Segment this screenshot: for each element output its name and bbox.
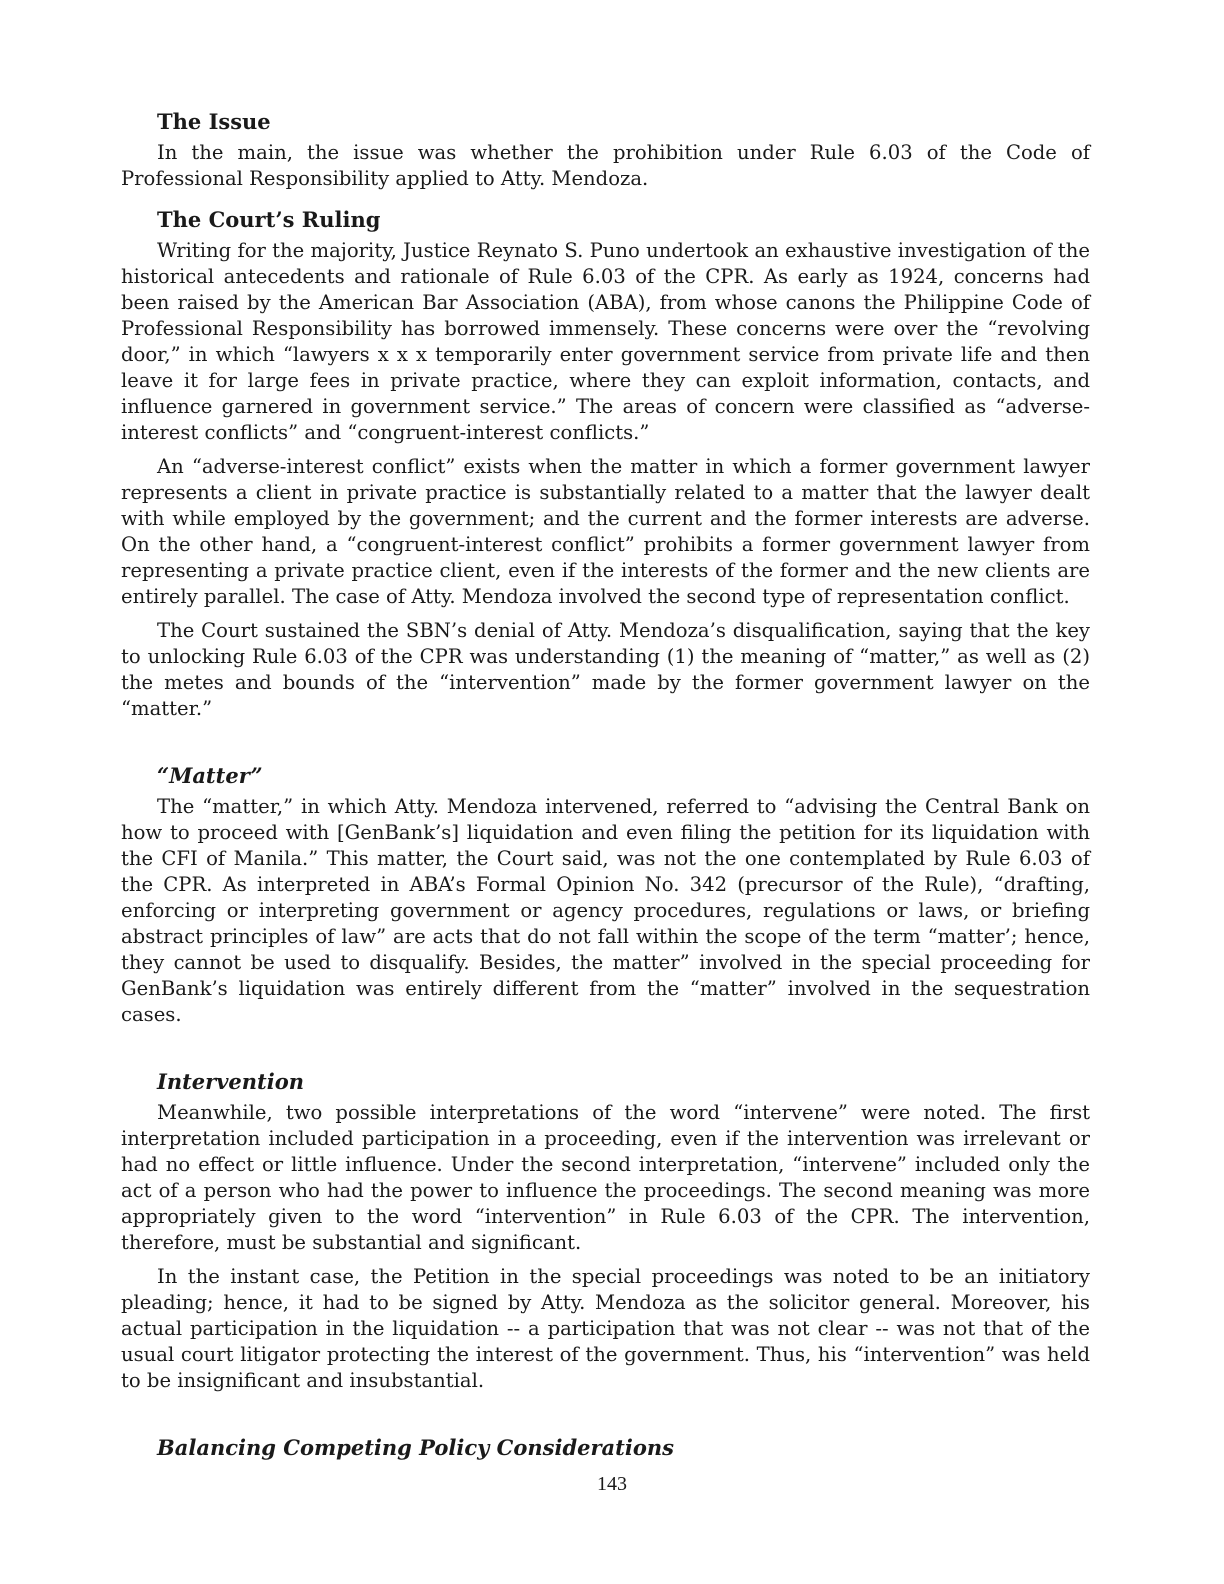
paragraph: In the instant case, the Petition in the special proceedings was noted to be an initiatory pleading; hence, it had to be signed by Atty. Mendoza as the solicitor general. Moreover, his actual participation in the liquidation -- a participation that was not clear -- was not that of the usual court litigator protecting the interest of the government. Thus, his “intervention” was held to be insignificant and insubstantial. <box>121 1265 1090 1392</box>
paragraph: The “matter,” in which Atty. Mendoza intervened, referred to “advising the Central Bank on how to proceed with [GenBank’s] liquidation and even filing the petition for its liquidation with the CFI of Manila.” This matter, the Court said, was not the one contemplated by Rule 6.03 of the CPR. As interpreted in ABA’s Formal Opinion No. 342 (precursor of the Rule), “drafting, enforcing or interpreting government or agency procedures, regulations or laws, or briefing abstract principles of law” are acts that do not fall within the scope of the term “matter’; hence, they cannot be used to disqualify. Besides, the matter” involved in the special proceeding for GenBank’s liquidation was entirely different from the “matter” involved in the sequestration cases. <box>121 795 1090 1026</box>
heading-courts-ruling: The Court’s Ruling <box>157 207 381 232</box>
heading-matter: “Matter” <box>157 763 263 788</box>
paragraph: In the main, the issue was whether the prohibition under Rule 6.03 of the Code of Professional Responsibility applied to Atty. Mendoza. <box>121 141 1090 190</box>
heading-intervention: Intervention <box>157 1069 304 1094</box>
page-number: 143 <box>597 1473 627 1495</box>
document-page <box>121 108 1090 1466</box>
paragraph: An “adverse-interest conflict” exists when the matter in which a former government lawyer represents a client in private practice is substantially related to a matter that the lawyer dealt with while employed by the government; and the current and the former interests are adverse. On the other hand, a “congruent-interest conflict” prohibits a former government lawyer from representing a private practice client, even if the interests of the former and the new clients are entirely parallel. The case of Atty. Mendoza involved the second type of representation conflict. <box>121 455 1090 608</box>
paragraph: Writing for the majority, Justice Reynato S. Puno undertook an exhaustive investigation of the historical antecedents and rationale of Rule 6.03 of the CPR. As early as 1924, concerns had been raised by the American Bar Association (ABA), from whose canons the Philippine Code of Professional Responsibility has borrowed immensely. These concerns were over the “revolving door,” in which “lawyers x x x temporarily enter government service from private life and then leave it for large fees in private practice, where they can exploit information, contacts, and influence garnered in government service.” The areas of concern were classified as “adverse-interest conflicts” and “congruent-interest conflicts.” <box>121 239 1090 444</box>
heading-balancing-competing-policy-considerations: Balancing Competing Policy Considerations <box>157 1435 674 1460</box>
paragraph: The Court sustained the SBN’s denial of Atty. Mendoza’s disqualification, saying that the key to unlocking Rule 6.03 of the CPR was understanding (1) the meaning of “matter,” as well as (2) the metes and bounds of the “intervention” made by the former government lawyer on the “matter.” <box>121 619 1090 720</box>
heading-the-issue: The Issue <box>157 109 271 134</box>
paragraph: Meanwhile, two possible interpretations of the word “intervene” were noted. The first interpretation included participation in a proceeding, even if the intervention was irrelevant or had no effect or little influence. Under the second interpretation, “intervene” included only the act of a person who had the power to influence the proceedings. The second meaning was more appropriately given to the word “intervention” in Rule 6.03 of the CPR. The intervention, therefore, must be substantial and significant. <box>121 1101 1090 1254</box>
